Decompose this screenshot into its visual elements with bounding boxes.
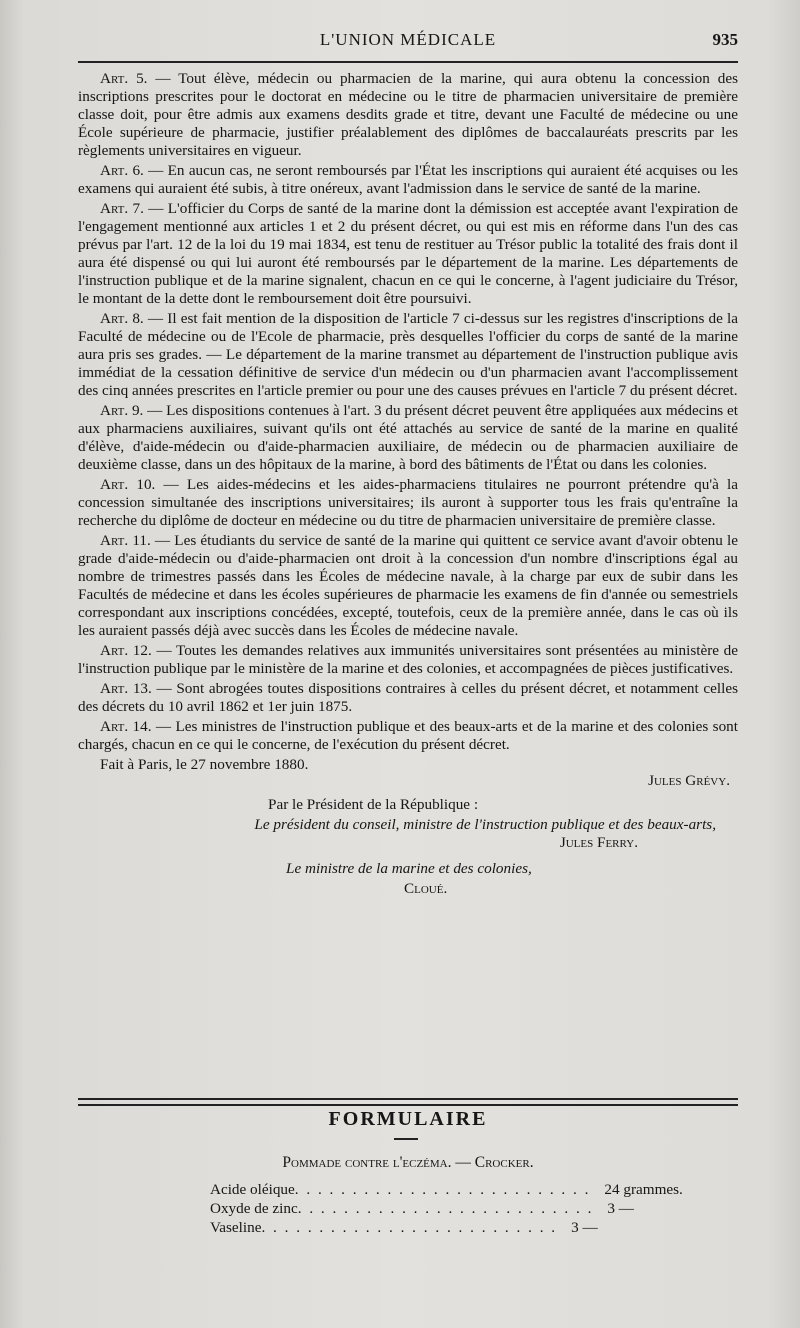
article-text: — Tout élève, médecin ou pharmacien de la marine, qui aura obtenu la concession des inscriptions prescrites pour le doctorat en médecine ou le titre de pharmacien universitaire de première classe doit, pour être admis aux examens desdits grade et titre, devant une Faculté de médecine ou une École supérieure de pharmacie, justifier préalablement des diplômes de baccalauréats prescrits par les règlements universitaires en vigueur. [78, 70, 738, 159]
article-text: — L'officier du Corps de santé de la marine dont la démission est acceptée avant l'expiration de l'engagement mentionné aux articles 1 et 2 du présent décret, ou qui est mis en réforme dans l'un des cas prévus par l'art. 12 de la loi du 19 mai 1834, est tenu de restituer au Trésor public la totalité des frais dont il aura été dispensé ou qui lui auront été remboursés par le département de la marine. Les départements de l'instruction publique et de la marine signalent, chacun en ce qui le concerne, à l'agent judiciaire du Trésor, le montant de la dette dont le remboursement doit être poursuivi. [78, 200, 738, 307]
article-label: Art. 8. [100, 310, 144, 327]
page-header [78, 30, 738, 56]
page-number: 935 [712, 30, 738, 49]
article-text: — Toutes les demandes relatives aux immunités universitaires sont présentées au ministère de l'instruction publique par le ministère de la marine et des colonies, et accompagnées de pièces justificatives. [78, 642, 738, 677]
article-label: Art. 5. [100, 70, 148, 87]
place-date: Fait à Paris, le 27 novembre 1880. [100, 756, 309, 773]
signature-grevy: Jules Grévy. [648, 772, 730, 789]
article-13 [78, 680, 738, 716]
article-text: — Les dispositions contenues à l'art. 3 du présent décret peuvent être appliquées aux médecins et aux pharmaciens auxiliaires, suivant qu'ils ont été attachés au service de santé de la marine en qualité d'élève, d'aide-médecin ou d'aide-pharmacien auxiliaire, de médecin ou de pharmacien auxiliaire de deuxième classe, dans un des hôpitaux de la marine, à bord des bâtiments de l'État ou dans les colonies. [78, 402, 738, 473]
signature-cloue: Cloué. [404, 880, 448, 897]
par-le-president: Par le Président de la République : [268, 796, 479, 813]
ingredient-row [210, 1199, 634, 1218]
header-rule [78, 61, 738, 63]
ingredient-name: Acide oléique [210, 1181, 295, 1198]
leader-dots: . . . . . . . . . . . . . . . . . . . . . . . . . . [294, 1181, 591, 1198]
ingredient-name: Oxyde de zinc [210, 1200, 298, 1217]
ingredient-list [210, 1180, 683, 1237]
leader-dots: . . . . . . . . . . . . . . . . . . . . . . . . . . [297, 1200, 594, 1217]
ingredient-row [210, 1180, 683, 1199]
article-label: Art. 6. [100, 162, 144, 179]
article-5 [78, 70, 738, 160]
ingredient-row [210, 1218, 630, 1237]
article-text: — Les aides-médecins et les aides-pharmaciens titulaires ne pourront prétendre qu'à la concession simultanée des inscriptions universitaires; ils auront à supporter tous les frais qu'entraîne la recherche du diplôme de docteur en médecine ou du titre de pharmacien universitaire de première classe. [78, 476, 738, 529]
heading-dash [394, 1138, 418, 1140]
article-7 [78, 200, 738, 308]
ingredient-name: Vaseline [210, 1219, 262, 1236]
article-label: Art. 10. [100, 476, 156, 493]
decree-body [78, 70, 738, 898]
ingredient-qty: 3 — [571, 1219, 598, 1236]
running-title: L'UNION MÉDICALE [319, 30, 497, 49]
article-12 [78, 642, 738, 678]
section-heading: FORMULAIRE [328, 1108, 488, 1130]
article-label: Art. 14. [100, 718, 152, 735]
signature-ferry: Jules Ferry. [559, 834, 638, 851]
recipe-title: Pommade contre l'eczéma. — Crocker. [282, 1154, 534, 1171]
ingredient-qty: 3 — [607, 1200, 634, 1217]
article-text: — Les ministres de l'instruction publique et des beaux-arts et de la marine et des colonies sont chargés, chacun en ce qui le concerne, de l'exécution du présent décret. [78, 718, 738, 753]
article-14 [78, 718, 738, 754]
article-9 [78, 402, 738, 474]
article-text: — Les étudiants du service de santé de la marine qui quittent ce service avant d'avoir obtenu le grade d'aide-médecin ou d'aide-pharmacien ont droit à la concession d'un nombre d'inscriptions égal au nombre de trimestres passés dans les Écoles de médecine navale, à la charge par eux de subir dans les Facultés de médecine et dans les écoles supérieures de pharmacie les examens de fin d'année ou semestriels correspondant aux inscriptions concédées, excepté, toutefois, ceux de la première année, dans le cas où ils les auraient passés déjà avec succès dans les Écoles de médecine navale. [78, 532, 738, 639]
article-label: Art. 12. [100, 642, 152, 659]
article-6 [78, 162, 738, 198]
ministre-marine: Le ministre de la marine et des colonies, [286, 860, 532, 877]
article-text: — En aucun cas, ne seront remboursés par l'État les inscriptions qui auraient été acquises ou les examens qui auraient été subis, à titre onéreux, avant l'admission dans le service de santé de la marine. [78, 162, 738, 197]
section-divider [78, 1098, 738, 1106]
ingredient-qty: 24 grammes. [604, 1181, 683, 1198]
article-label: Art. 9. [100, 402, 144, 419]
leader-dots: . . . . . . . . . . . . . . . . . . . . . . . . . . [261, 1219, 558, 1236]
article-8 [78, 310, 738, 400]
article-10 [78, 476, 738, 530]
article-label: Art. 11. [100, 532, 151, 549]
president-du-conseil: Le président du conseil, ministre de l'instruction publique et des beaux-arts, [254, 816, 716, 833]
article-label: Art. 7. [100, 200, 144, 217]
article-11 [78, 532, 738, 640]
article-label: Art. 13. [100, 680, 152, 697]
article-text: — Sont abrogées toutes dispositions contraires à celles du présent décret, et notamment celles des décrets du 10 avril 1862 et 1er juin 1875. [78, 680, 738, 715]
article-text: — Il est fait mention de la disposition de l'article 7 ci-dessus sur les registres d'inscriptions de la Faculté de médecine ou de l'Ecole de pharmacie, près desquelles l'officier du corps de santé de la marine aura pris ses grades. — Le département de la marine transmet au département de l'instruction publique avis immédiat de la cessation définitive de service d'un médecin ou d'un pharmacien avant l'accomplissement des cinq années prescrites en l'article premier ou pour une des causes prévues en l'article 7 du présent décret. [78, 310, 738, 399]
